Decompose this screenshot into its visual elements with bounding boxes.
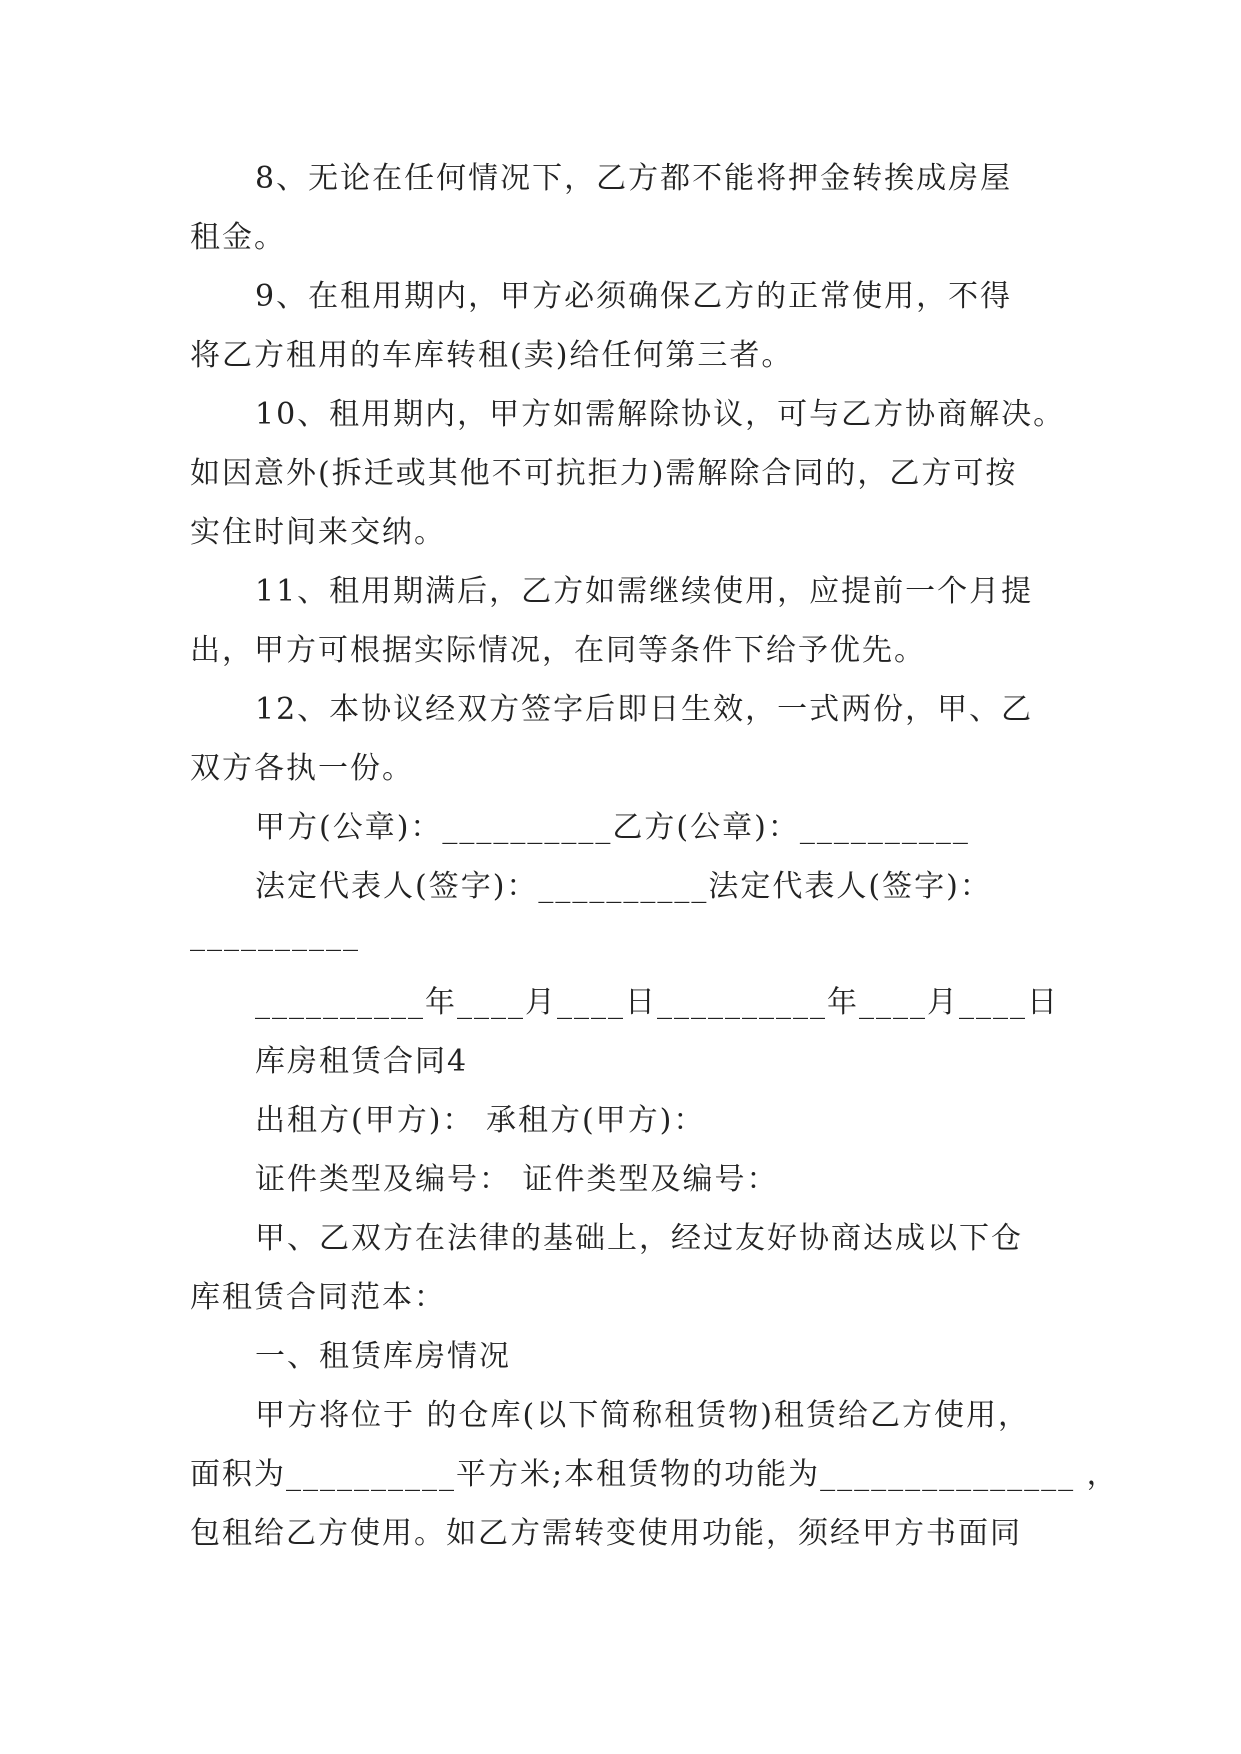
- lessor-lessee-line: 出租方(甲方)： 承租方(甲方)：: [255, 1103, 706, 1138]
- legal-rep-signature-blank: __________: [190, 917, 360, 952]
- clause-11-line-1: 11、租用期满后，乙方如需继续使用，应提前一个月提: [255, 574, 1034, 609]
- contract-title: 库房租赁合同4: [255, 1044, 469, 1079]
- clause-10-line-2: 如因意外(拆迁或其他不可抗拒力)需解除合同的，乙方可按: [190, 456, 1018, 491]
- id-type-line: 证件类型及编号： 证件类型及编号：: [255, 1162, 779, 1197]
- section-1-heading: 一、租赁库房情况: [255, 1339, 511, 1374]
- preamble-line-2: 库租赁合同范本：: [190, 1280, 446, 1315]
- section-1-line-3: 包租给乙方使用。如乙方需转变使用功能，须经甲方书面同: [190, 1516, 1022, 1551]
- date-line: __________年____月____日__________年____月____日: [255, 985, 1059, 1020]
- clause-10-line-3: 实住时间来交纳。: [190, 515, 446, 550]
- clause-12-line-1: 12、本协议经双方签字后即日生效，一式两份，甲、乙: [255, 692, 1034, 727]
- legal-rep-signature-line: 法定代表人(签字)：__________法定代表人(签字)：: [255, 869, 992, 904]
- clause-9-line-2: 将乙方租用的车库转租(卖)给任何第三者。: [190, 338, 794, 373]
- document-page: [190, 160, 1119, 1574]
- section-1-line-2: 面积为__________平方米;本租赁物的功能为_______________ ，: [190, 1457, 1119, 1492]
- clause-9-line-1: 9、在租用期内，甲方必须确保乙方的正常使用，不得: [255, 279, 1013, 314]
- section-1-line-1: 甲方将位于 的仓库(以下简称租赁物)租赁给乙方使用，: [255, 1398, 1030, 1433]
- preamble-line-1: 甲、乙双方在法律的基础上，经过友好协商达成以下仓: [255, 1221, 1023, 1256]
- clause-8-line-1: 8、无论在任何情况下，乙方都不能将押金转挨成房屋: [255, 161, 1013, 196]
- clause-12-line-2: 双方各执一份。: [190, 751, 414, 786]
- clause-11-line-2: 出，甲方可根据实际情况，在同等条件下给予优先。: [190, 633, 926, 668]
- clause-8-line-2: 租金。: [190, 220, 286, 255]
- party-seal-line: 甲方(公章)：__________乙方(公章)：__________: [255, 810, 970, 845]
- clause-10-line-1: 10、租用期内，甲方如需解除协议，可与乙方协商解决。: [255, 397, 1066, 432]
